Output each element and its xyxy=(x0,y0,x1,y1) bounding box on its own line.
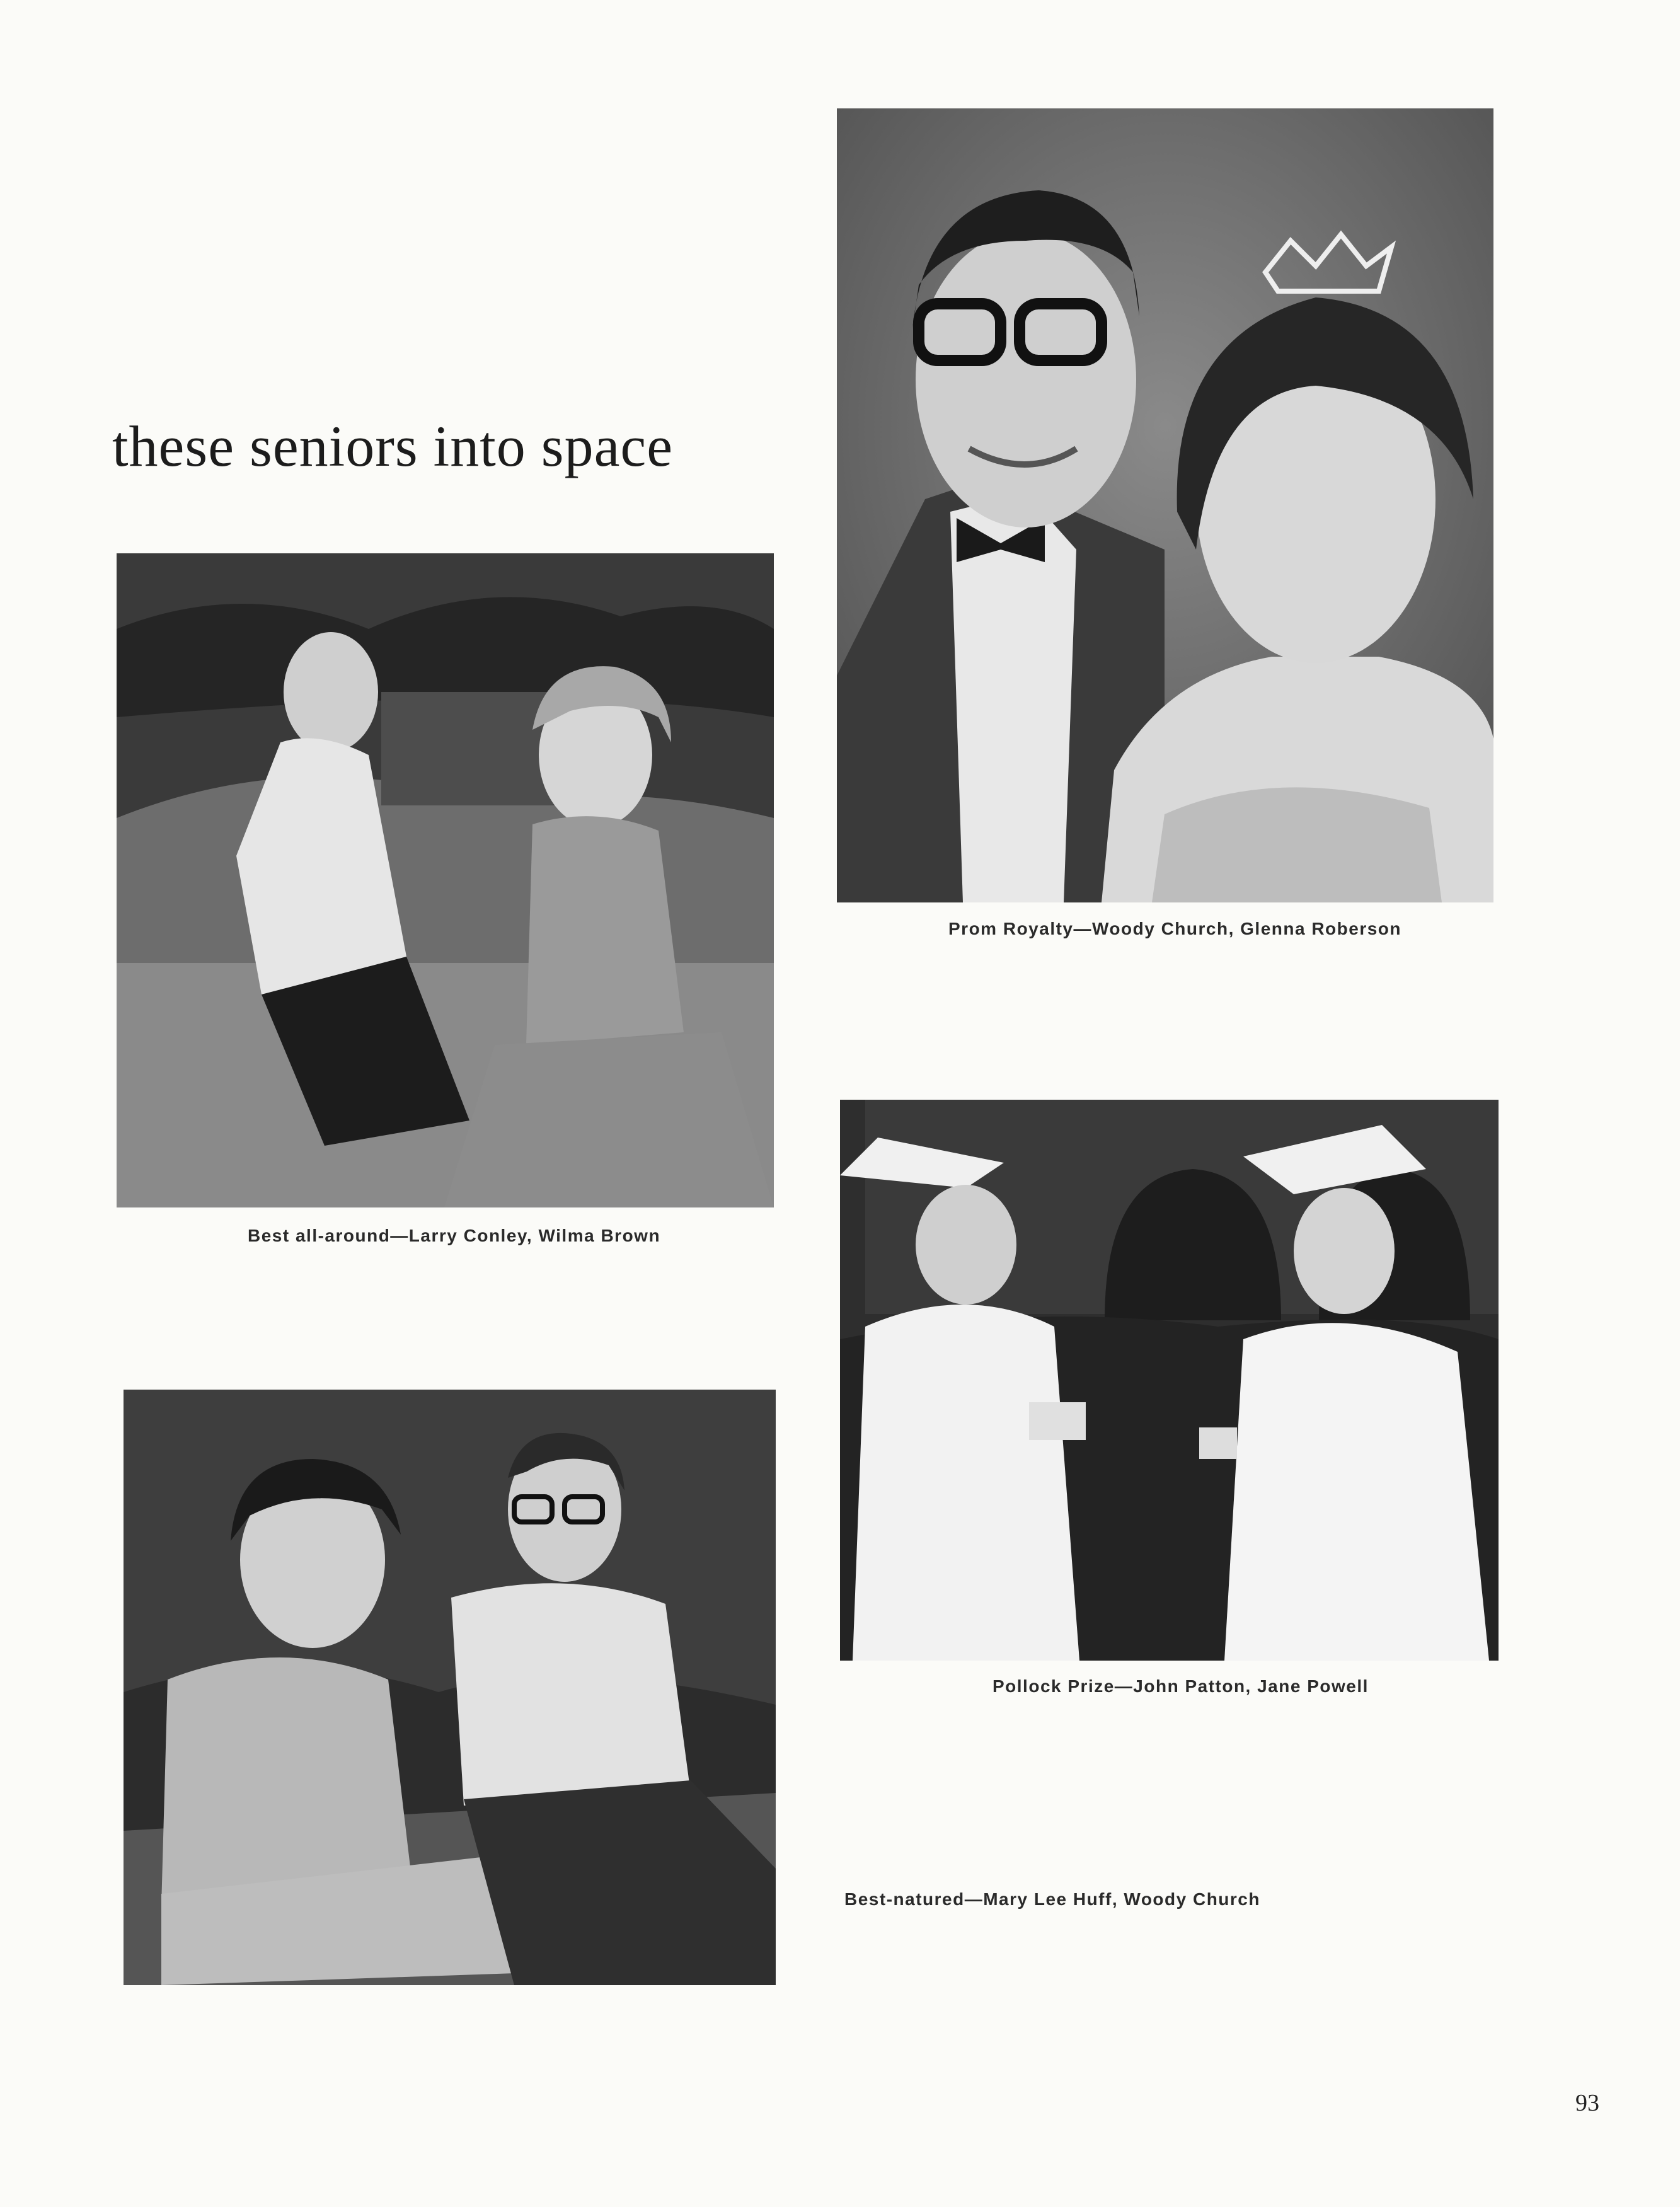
page-number: 93 xyxy=(1575,2090,1599,2116)
photo-best-natured-image xyxy=(124,1390,776,1985)
caption-prom-royalty: Prom Royalty—Woody Church, Glenna Roberson xyxy=(948,919,1402,938)
photo-pollock-prize xyxy=(840,1100,1499,1661)
caption-pollock-prize: Pollock Prize—John Patton, Jane Powell xyxy=(992,1676,1369,1696)
photo-best-natured xyxy=(124,1390,776,1985)
photo-pollock-prize-image xyxy=(840,1100,1499,1661)
caption-best-natured: Best-natured—Mary Lee Huff, Woody Church xyxy=(844,1889,1260,1909)
page-headline: these seniors into space xyxy=(112,414,674,478)
caption-best-all-around: Best all-around—Larry Conley, Wilma Brown xyxy=(248,1226,661,1245)
photo-best-all-around-image xyxy=(117,553,774,1207)
photo-prom-royalty xyxy=(837,108,1493,902)
photo-best-all-around xyxy=(117,553,774,1207)
photo-prom-royalty-image xyxy=(837,108,1493,902)
